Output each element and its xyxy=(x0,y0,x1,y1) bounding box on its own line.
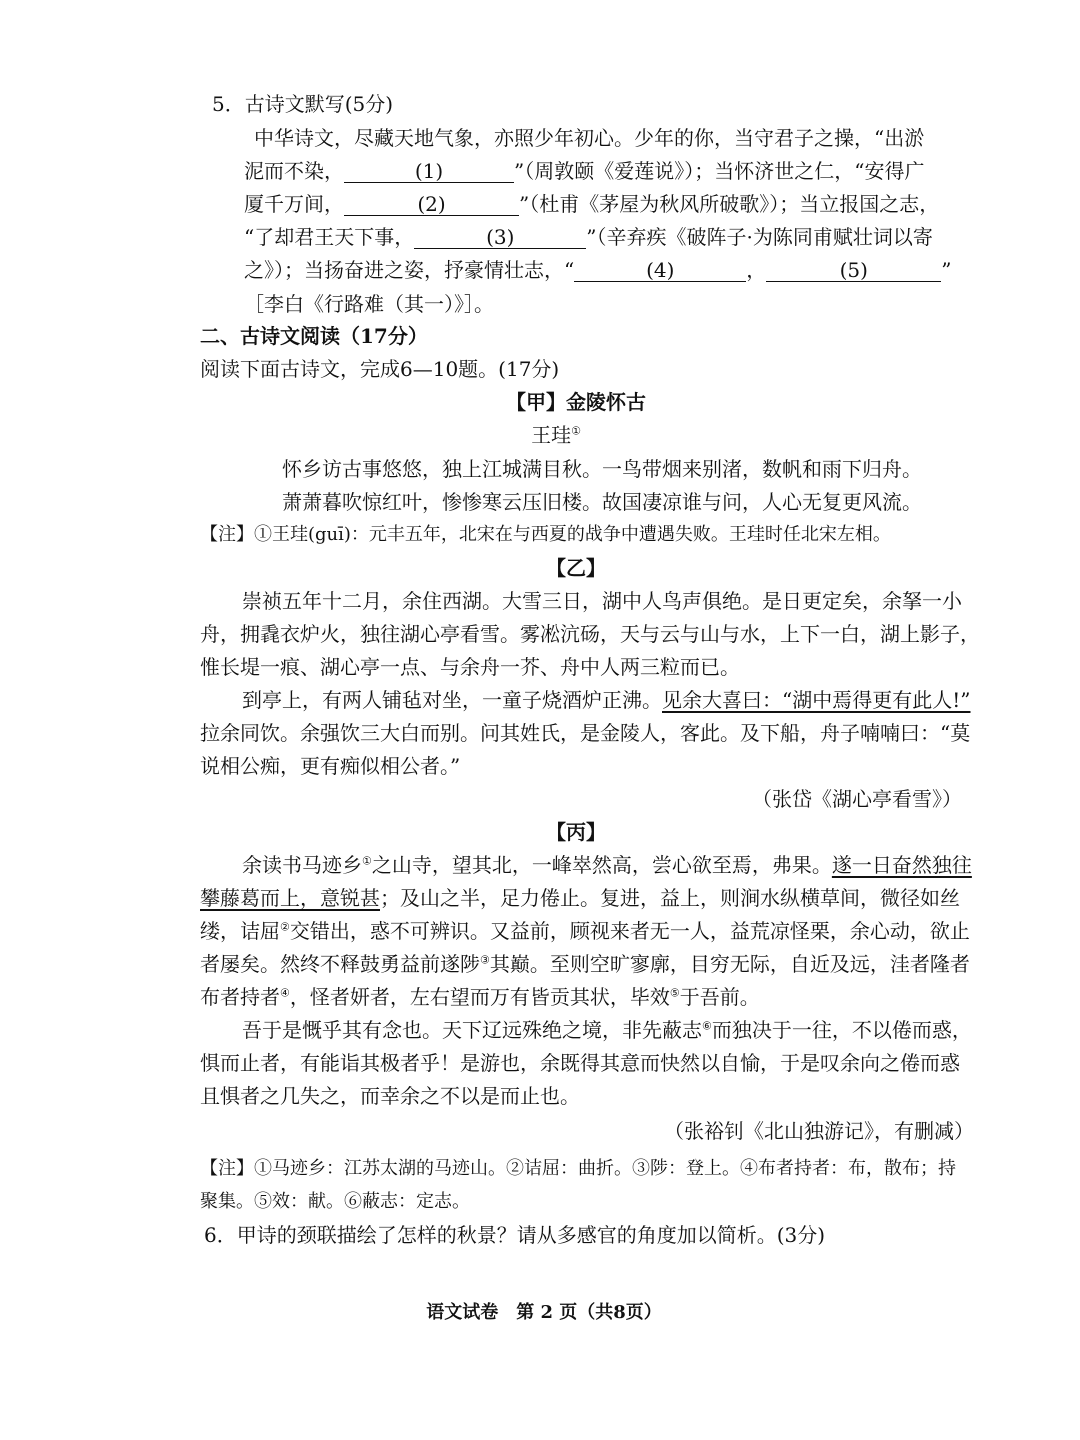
q5-line-4 xyxy=(244,223,933,253)
q5-line-2 xyxy=(244,157,924,187)
jia-author-note-mark: ① xyxy=(571,424,581,438)
q5-line-3-text-b: ”（杜甫《茅屋为秋风所破歌》）；当立报国之志， xyxy=(519,192,940,216)
bing-note-mark-3: ③ xyxy=(480,953,490,967)
bing-note-mark-5: ⑤ xyxy=(669,986,680,1000)
bing-note-mark-4: ④ xyxy=(280,986,290,1000)
q5-line-2-text-b: ”（周敦颐《爱莲说》）；当怀济世之仁，“安得广 xyxy=(514,159,925,183)
bing-note-mark-2: ② xyxy=(280,920,290,934)
bing-text-8: 且惧者之几失之，而幸余之不以是而止也。 xyxy=(200,1084,580,1108)
bing-note-mark-6: ⑥ xyxy=(702,1019,712,1033)
blank-3[interactable]: (3) xyxy=(414,226,586,249)
bing-text-7: 惧而止者，有能诣其极者乎！是游也，余既得其意而快然以自愉，于是叹余向之倦而惑 xyxy=(200,1051,960,1075)
q5-line-5-text-a: 之》）；当扬奋进之姿，抒豪情壮志，“ xyxy=(244,258,575,282)
bing-text-3b: 交错出，惑不可辨识。又益前，顾视来者无一人，益荒凉怪栗，余心动，欲止 xyxy=(289,919,970,943)
jia-poem-line-2: 萧萧暮吹惊红叶，惨惨寒云压旧楼。故国凄凉谁与问，人心无复更风流。 xyxy=(282,490,922,514)
bing-note-1: 【注】①马迹乡：江苏太湖的马迹山。②诘屈：曲折。③陟：登上。④布者持者：布，散布；持 xyxy=(200,1158,956,1179)
yi-text-2: 舟，拥毳衣炉火，独往湖心亭看雪。雾凇沆砀，天与云与山与水，上下一白，湖上影子， xyxy=(200,622,980,646)
bing-text-1b: 之山寺，望其北，一峰崒然高，尝心欲至焉，弗果。 xyxy=(371,853,832,877)
bing-source: （张裕钊《北山独游记》，有删减） xyxy=(664,1119,974,1143)
q5-title: 5．古诗文默写(5分) xyxy=(212,92,394,116)
q5-line-5-text-b: ， xyxy=(746,258,767,282)
bing-text-4a: 者屡矣。然终不释鼓勇益前遂陟 xyxy=(200,952,480,976)
bing-text-4 xyxy=(200,950,970,980)
bing-text-5c: 于吾前。 xyxy=(679,985,760,1009)
q5-line-3-text-a: 厦千万间， xyxy=(244,192,344,216)
yi-text-3: 惟长堤一痕、湖心亭一点、与余舟一芥、舟中人两三粒而已。 xyxy=(200,655,740,679)
blank-2[interactable]: (2) xyxy=(344,193,519,216)
bing-text-1a: 余读书马迹乡 xyxy=(242,853,362,877)
page-footer: 语文试卷 第 2 页（共8页） xyxy=(426,1302,662,1323)
bing-text-3a: 缕，诘屈 xyxy=(200,919,280,943)
bing-note-2: 聚集。⑤效：献。⑥蔽志：定志。 xyxy=(200,1191,470,1212)
q6-prompt: 6．甲诗的颈联描绘了怎样的秋景？请从多感官的角度加以简析。(3分) xyxy=(204,1223,826,1247)
bing-underlined-1: 遂一日奋然独往 xyxy=(831,853,972,877)
section-2-heading: 二、古诗文阅读（17分） xyxy=(200,324,428,348)
yi-text-5: 拉余同饮。余强饮三大白而别。问其姓氏，是金陵人，客此。及下船，舟子喃喃曰：“莫 xyxy=(200,721,971,745)
bing-text-2 xyxy=(200,884,960,914)
bing-text-6a: 吾于是慨乎其有念也。天下辽远殊绝之境，非先蔽志 xyxy=(242,1018,702,1042)
yi-title: 【乙】 xyxy=(546,556,606,580)
yi-text-6: 说相公痴，更有痴似相公者。” xyxy=(200,754,461,778)
jia-poem-line-1: 怀乡访古事悠悠，独上江城满目秋。一鸟带烟来别渚，数帆和雨下归舟。 xyxy=(282,457,922,481)
yi-underlined-sentence: 见余大喜曰：“湖中焉得更有此人!” xyxy=(662,688,971,712)
jia-author-name: 王珪 xyxy=(531,423,572,447)
right-edge-fade xyxy=(980,0,1080,1440)
bing-note-mark-1: ① xyxy=(362,854,372,868)
q5-line-2-text-a: 泥而不染， xyxy=(244,159,344,183)
yi-text-1: 崇祯五年十二月，余住西湖。大雪三日，湖中人鸟声俱绝。是日更定矣，余拏一小 xyxy=(242,589,962,613)
yi-source: （张岱《湖心亭看雪》） xyxy=(752,787,962,811)
blank-1[interactable]: (1) xyxy=(344,160,514,183)
yi-text-4 xyxy=(242,686,971,716)
q5-line-6: ［李白《行路难（其一）》］。 xyxy=(244,292,494,316)
bing-text-1 xyxy=(242,851,972,881)
jia-note: 【注】①王珪(guī)：元丰五年，北宋在与西夏的战争中遭遇失败。王珪时任北宋左相。 xyxy=(200,524,891,545)
blank-5[interactable]: (5) xyxy=(766,259,941,282)
jia-author xyxy=(0,421,1080,451)
bing-text-4b: 其巅。至则空旷寥廓，目穷无际，自近及远，洼者隆者 xyxy=(489,952,970,976)
bing-text-5a: 布者持者 xyxy=(200,985,280,1009)
bing-underlined-2: 攀藤葛而上，意锐甚 xyxy=(200,886,380,910)
bing-text-6 xyxy=(242,1016,972,1046)
q5-line-5-text-c: ” xyxy=(941,258,952,282)
bing-text-3 xyxy=(200,917,970,947)
section-2-instructions: 阅读下面古诗文，完成6—10题。(17分) xyxy=(200,357,560,381)
bing-text-5 xyxy=(200,983,760,1013)
q5-line-1: 中华诗文，尽藏天地气象，亦照少年初心。少年的你，当守君子之操，“出淤 xyxy=(254,126,925,150)
bing-text-5b: ，怪者妍者，左右望而万有皆贡其状，毕效 xyxy=(289,985,670,1009)
blank-4[interactable]: (4) xyxy=(574,259,746,282)
q5-line-4-text-b: ”（辛弃疾《破阵子·为陈同甫赋壮词以寄 xyxy=(586,225,933,249)
jia-title: 【甲】金陵怀古 xyxy=(506,390,646,414)
bing-title: 【丙】 xyxy=(546,820,606,844)
bing-text-6b: 而独决于一往，不以倦而惑， xyxy=(711,1018,972,1042)
yi-text-4a: 到亭上，有两人铺毡对坐，一童子烧酒炉正沸。 xyxy=(242,688,662,712)
q5-line-4-text-a: “了却君王天下事， xyxy=(244,225,415,249)
bing-text-2b: ；及山之半，足力倦止。复进，益上，则涧水纵横草间，微径如丝 xyxy=(380,886,960,910)
q5-line-3 xyxy=(244,190,939,220)
q5-line-5 xyxy=(244,256,951,286)
